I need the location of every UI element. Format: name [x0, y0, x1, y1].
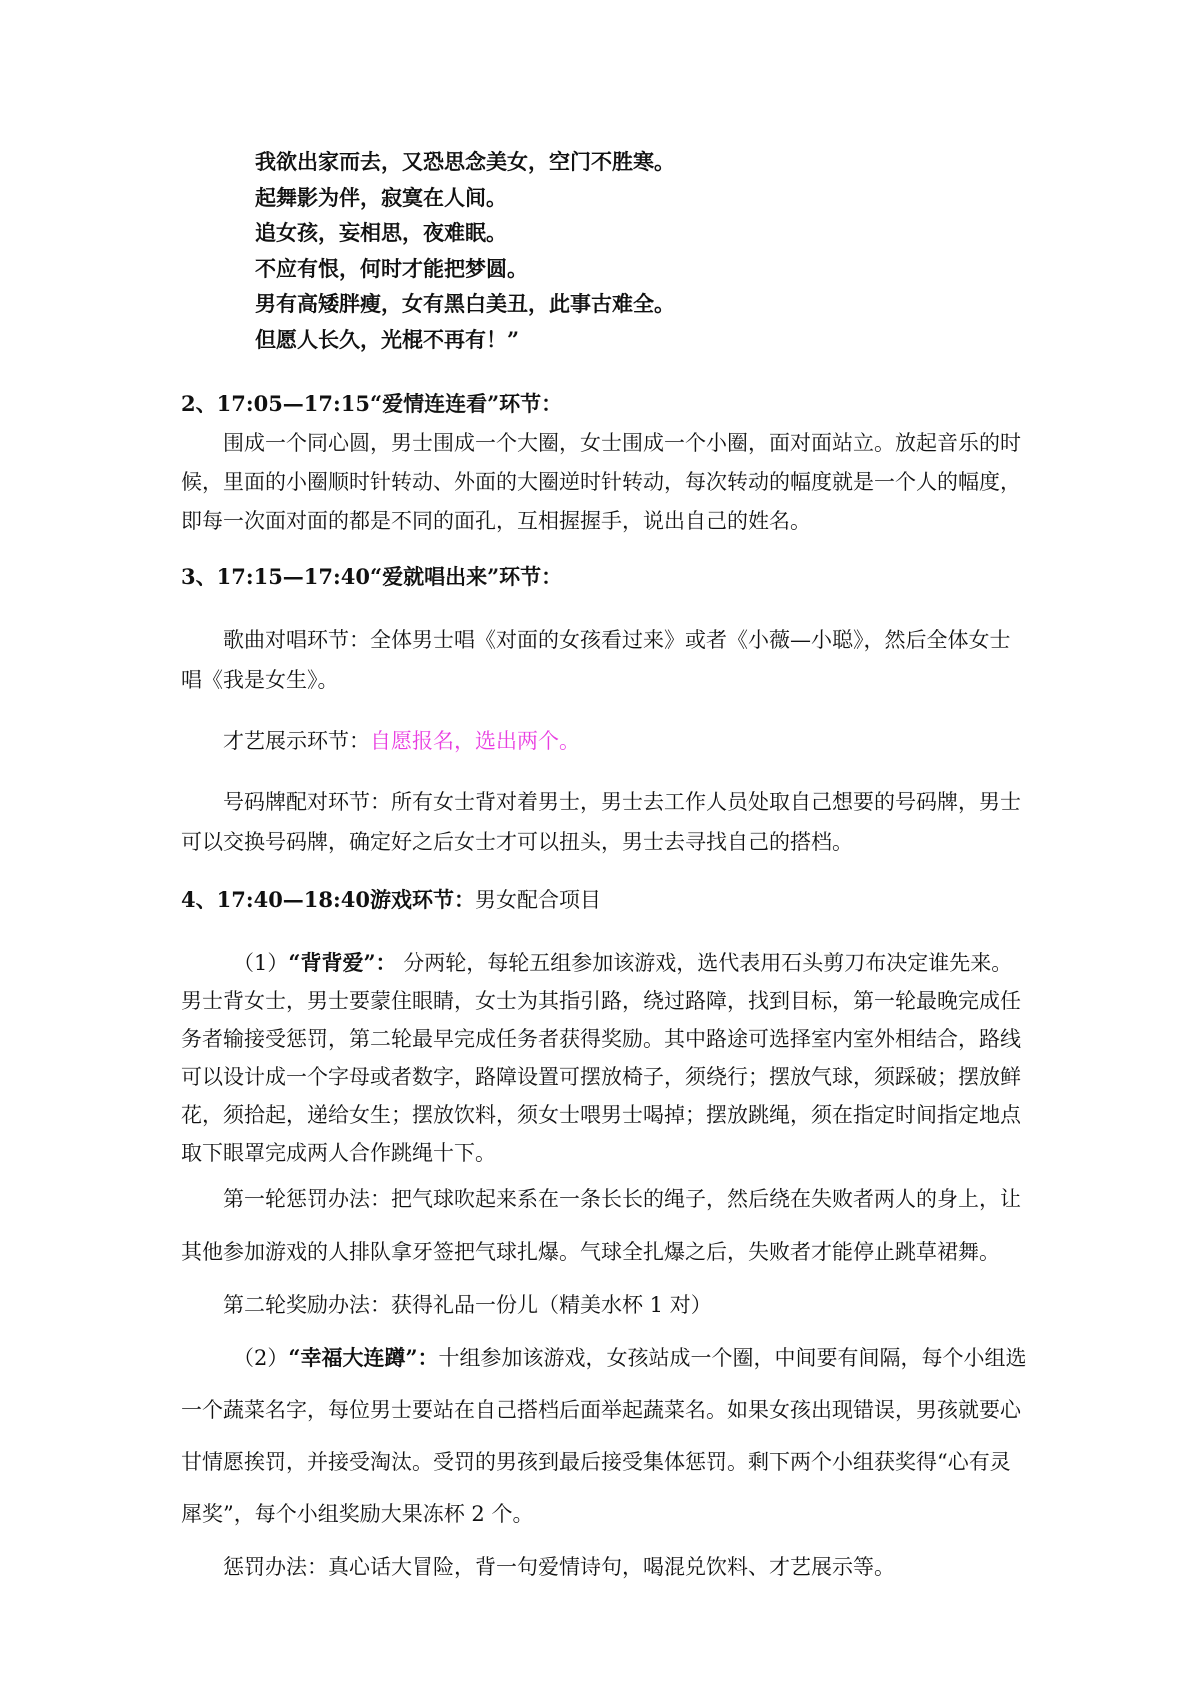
section-2: [181, 384, 1031, 541]
heading-suffix: 男女配合项目: [475, 888, 602, 912]
poem-line: 不应有恨，何时才能把梦圆。: [255, 255, 528, 281]
game-paragraph: [181, 944, 1031, 1172]
poem-line: 起舞影为伴，寂寞在人间。: [255, 184, 507, 210]
game-title: “幸福大连蹲”：: [288, 1345, 439, 1370]
section-3: [181, 557, 1031, 862]
document-content: [181, 140, 1031, 1594]
section-paragraph: 号码牌配对环节：所有女士背对着男士，男士去工作人员处取自己想要的号码牌，男士可以交换号码牌，确定好之后女士才可以扭头，男士去寻找自己的搭档。: [181, 790, 1021, 854]
poem-line: 我欲出家而去，又恐思念美女，空门不胜寒。: [255, 149, 675, 174]
section-4: [181, 880, 1031, 1594]
section-heading: 2、17:05—17:15“爱情连连看”环节：: [181, 391, 563, 416]
heading-time: 4、17:40—18:40: [181, 887, 371, 912]
talent-label: 才艺展示环节：: [223, 729, 370, 753]
poem: [181, 144, 1031, 357]
talent-highlight: 自愿报名，选出两个。: [370, 729, 580, 753]
heading-bold: 游戏环节：: [370, 887, 476, 912]
section-paragraph: 第二轮奖励办法：获得礼品一份儿（精美水杯 1 对）: [223, 1293, 712, 1317]
poem-line: 追女孩，妄相思，夜难眠。: [255, 220, 507, 245]
section-heading: [181, 880, 1031, 920]
game-number: （2）: [233, 1346, 289, 1370]
game-text: 分两轮，每轮五组参加该游戏，选代表用石头剪刀布决定谁先来。男士背女士，男士要蒙住眼睛，女士为其指引路，绕过路障，找到目标，第一轮最晚完成任务者输接受惩罚，第二轮最早完成任务者获得奖励。其中路途可选择室内室外相结合，路线可以设计成一个字母或者数字，路障设置可摆放椅子，须绕行；摆放气球，须踩破；摆放鲜花，须拾起，递给女生；摆放饮料，须女士喂男士喝掉；摆放跳绳，须在指定时间指定地点取下眼罩完成两人合作跳绳十下。: [181, 951, 1021, 1165]
section-paragraph: 围成一个同心圆，男士围成一个大圈，女士围成一个小圈，面对面站立。放起音乐的时候，里面的小圈顺时针转动、外面的大圈逆时针转动，每次转动的幅度就是一个人的幅度，即每一次面对面的都是不同的面孔，互相握握手，说出自己的姓名。: [181, 431, 1021, 533]
game-number: （1）: [233, 951, 289, 975]
poem-line: 但愿人长久，光棍不再有！”: [255, 326, 520, 352]
section-heading: 3、17:15—17:40“爱就唱出来”环节：: [181, 564, 563, 589]
section-paragraph: [181, 721, 1031, 761]
section-paragraph: 惩罚办法：真心话大冒险，背一句爱情诗句，喝混兑饮料、才艺展示等。: [223, 1555, 895, 1579]
game-title: “背背爱”：: [288, 950, 397, 975]
poem-line: 男有高矮胖瘦，女有黑白美丑，此事古难全。: [255, 291, 675, 316]
section-paragraph: 歌曲对唱环节：全体男士唱《对面的女孩看过来》或者《小薇—小聪》，然后全体女士唱《我是女生》。: [181, 628, 1011, 692]
game-paragraph: [181, 1332, 1031, 1540]
game-text: 十组参加该游戏，女孩站成一个圈，中间要有间隔，每个小组选一个蔬菜名字，每位男士要站在自己搭档后面举起蔬菜名。如果女孩出现错误，男孩就要心甘情愿挨罚，并接受淘汰。受罚的男孩到最后接受集体惩罚。剩下两个小组获奖得“心有灵犀奖”，每个小组奖励大果冻杯 2 个。: [181, 1346, 1027, 1526]
section-paragraph: 第一轮惩罚办法：把气球吹起来系在一条长长的绳子，然后绕在失败者两人的身上，让其他参加游戏的人排队拿牙签把气球扎爆。气球全扎爆之后，失败者才能停止跳草裙舞。: [181, 1187, 1021, 1264]
